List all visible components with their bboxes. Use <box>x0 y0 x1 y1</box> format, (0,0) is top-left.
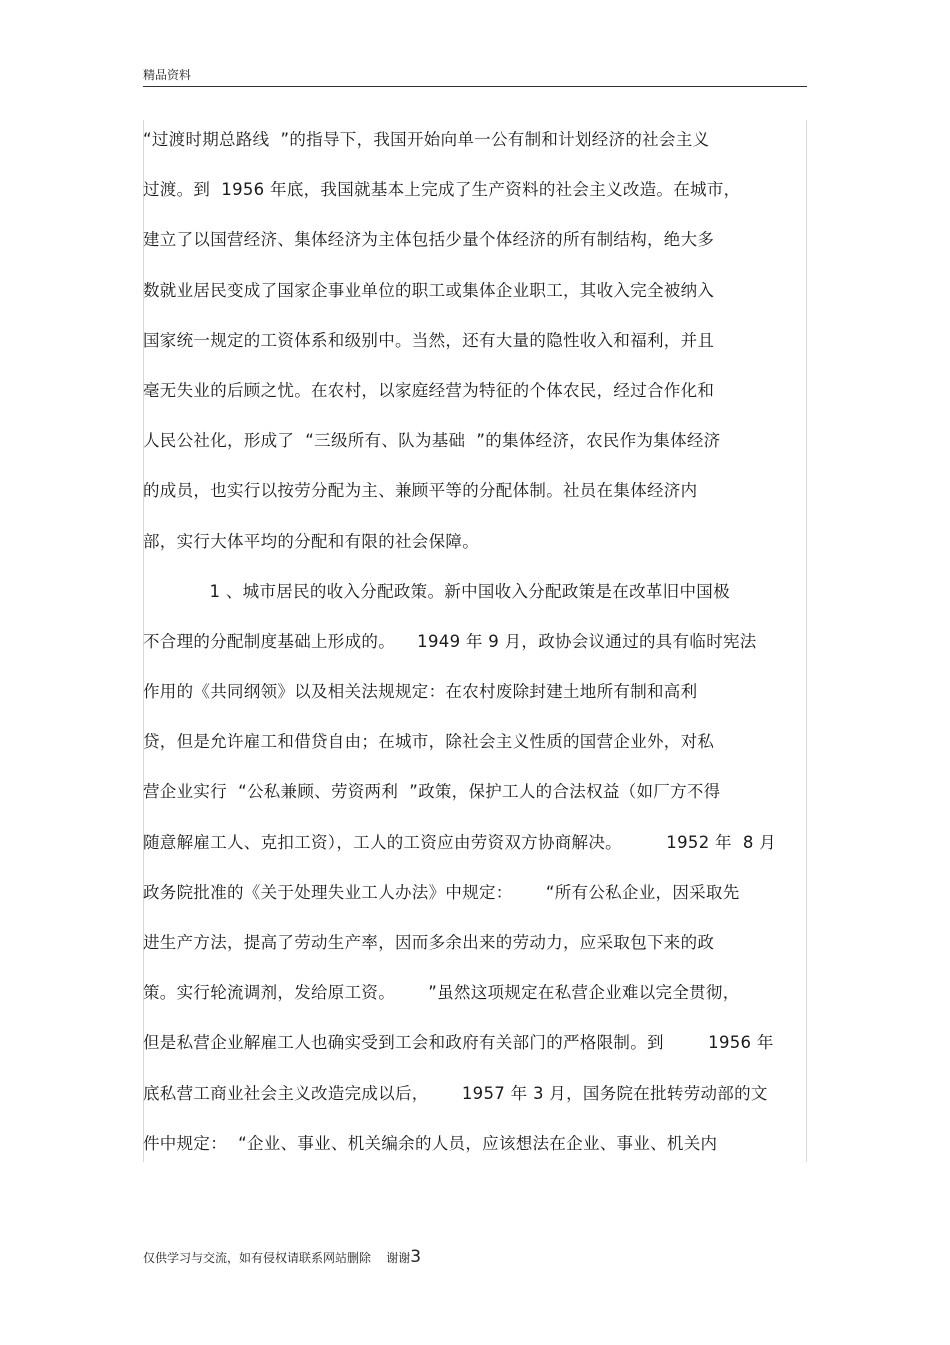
body-line: 策。实行轮流调剂，发给原工资。 ”虽然这项规定在私营企业难以完全贯彻， <box>143 983 740 1003</box>
body-line: 部，实行大体平均的分配和有限的社会保障。 <box>143 531 479 551</box>
body-line: 人民公社化，形成了 “三级所有、队为基础 ”的集体经济，农民作为集体经济 <box>143 431 721 451</box>
page-header-label: 精品资料 <box>143 68 192 82</box>
body-line: 营企业实行 “公私兼顾、劳资两利 ”政策，保护工人的合法权益（如厂方不得 <box>143 782 721 802</box>
page-number: 3 <box>410 1247 422 1267</box>
body-line: 作用的《共同纲领》以及相关法规规定：在农村废除封建土地所有制和高利 <box>143 682 698 702</box>
body-line: 的成员，也实行以按劳分配为主、兼顾平等的分配体制。社员在集体经济内 <box>143 481 698 501</box>
body-line: 件中规定： “企业、事业、机关编余的人员，应该想法在企业、事业、机关内 <box>143 1133 718 1153</box>
body-line: 过渡。到 1956 年底，我国就基本上完成了生产资料的社会主义改造。在城市， <box>143 180 741 200</box>
body-line: 建立了以国营经济、集体经济为主体包括少量个体经济的所有制结构，绝大多 <box>143 230 715 250</box>
body-line: 底私营工商业社会主义改造完成以后， 1957 年 3 月，国务院在批转劳动部的文 <box>143 1083 768 1103</box>
page-footer <box>143 1247 421 1267</box>
body-line: 随意解雇工人、克扣工资），工人的工资应由劳资双方协商解决。 1952 年 8 月 <box>143 832 777 852</box>
header-divider <box>143 86 807 87</box>
body-line: “过渡时期总路线 ”的指导下，我国开始向单一公有制和计划经济的社会主义 <box>143 130 710 149</box>
body-line: 政务院批准的《关于处理失业工人办法》中规定： “所有公私企业，因采取先 <box>143 882 740 902</box>
document-body <box>143 118 818 1172</box>
body-line: 进生产方法，提高了劳动生产率，因而多余出来的劳动力，应采取包下来的政 <box>143 933 715 952</box>
body-line: 1 、城市居民的收入分配政策。新中国收入分配政策是在改革旧中国极 <box>143 581 730 601</box>
footer-text: 仅供学习与交流，如有侵权请联系网站删除 谢谢 <box>143 1251 411 1265</box>
body-line: 数就业居民变成了国家企事业单位的职工或集体企业职工，其收入完全被纳入 <box>143 280 715 300</box>
body-line: 毫无失业的后顾之忧。在农村，以家庭经营为特征的个体农民，经过合作化和 <box>143 380 715 400</box>
body-line: 国家统一规定的工资体系和级别中。当然，还有大量的隐性收入和福利，并且 <box>143 330 715 350</box>
body-line: 不合理的分配制度基础上形成的。 1949 年 9 月，政协会议通过的具有临时宪法 <box>143 631 757 651</box>
body-line: 贷，但是允许雇工和借贷自由；在城市，除社会主义性质的国营企业外，对私 <box>143 732 715 752</box>
body-line: 但是私营企业解雇工人也确实受到工会和政府有关部门的严格限制。到 1956 年 <box>143 1033 774 1053</box>
